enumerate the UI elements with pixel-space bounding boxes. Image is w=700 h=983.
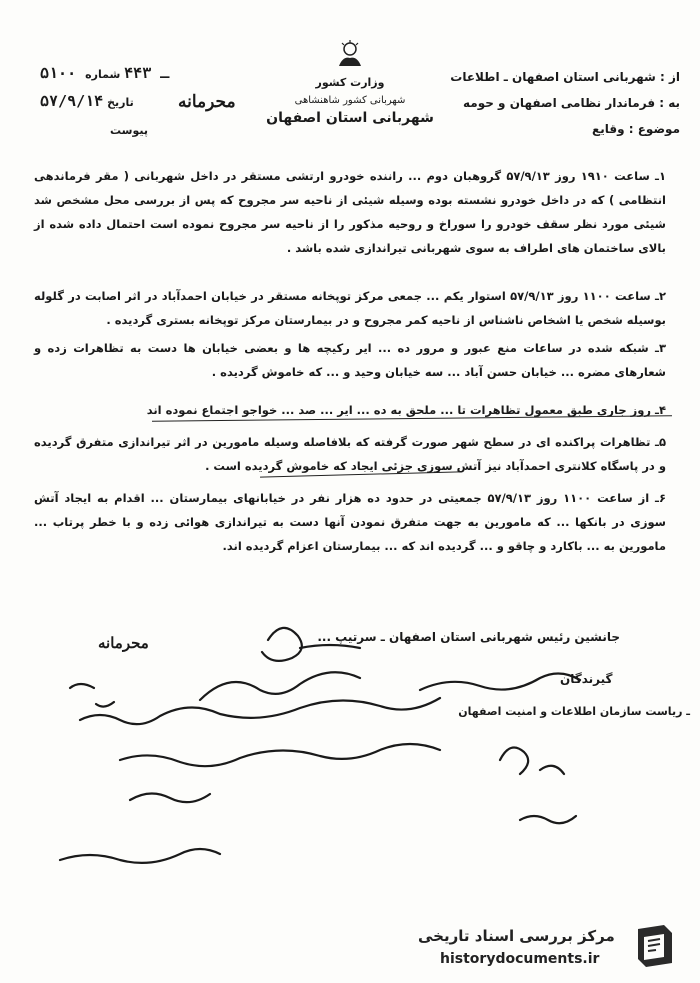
- province-police-name: شهربانی استان اصفهان: [266, 110, 434, 126]
- classification-stamp: محرمانه: [178, 92, 236, 112]
- police-name: شهربانی کشور شاهنشاهی: [294, 95, 406, 106]
- hand-note-line: [60, 849, 220, 863]
- hand-note-line: [120, 744, 440, 766]
- signature-line: جانشین رئیس شهربانی استان اصفهان ـ سرتیپ ...: [317, 630, 620, 644]
- paragraph-5: ۵ـ تظاهرات پراکنده ای در سطح شهر صورت گرفته که بلافاصله وسیله مامورین در اثر تیراندازی متفرق گردیده و در پاسگاه کلانتری احمدآباد نیز آتش سوزی جزئی ایجاد که خاموش گردیده است .: [34, 435, 666, 473]
- footer-watermark: [380, 915, 680, 975]
- letter-number-label: شماره: [85, 68, 121, 81]
- attachment-label: پیوست: [110, 124, 148, 137]
- paragraph-2: ۲ـ ساعت ۱۱۰۰ روز ۵۷/۹/۱۳ استوار یکم ... جمعی مرکز توپخانه مستقر در خیابان احمدآباد در اثر اصابت در گلوله بوسیله شخص یا اشخاص ناشناس از ناحیه کمر مجروح و در بیمارستان مرکز توپخانه بستری گردیده .: [34, 289, 666, 327]
- header-subject: موضوع : وقایع: [592, 122, 680, 136]
- ministry-name: وزارت کشور: [315, 76, 385, 89]
- hand-note-line: [420, 673, 580, 690]
- hand-note-line: [200, 672, 360, 700]
- paragraph-1: ۱ـ ساعت ۱۹۱۰ روز ۵۷/۹/۱۳ گروهبان دوم ... راننده خودرو ارتشی مستقر در داخل شهربانی ( مقر فرماندهی انتظامی ) که در داخل خودرو نشسته بوده وسیله شیئی از ناحیه سر مجروح که پس از بررسی محل مشخص شد شیئی مورد نظر سقف خودرو را سوراخ و روحیه مذکور را از ناحیه سر مجروح نموده است احتمال داده شده از بالای ساختمان های اطراف به سوی شهربانی تیراندازی شده باشد .: [34, 169, 666, 255]
- classification-stamp-bottom: محرمانه: [98, 634, 149, 652]
- paragraph-4: ۴ـ روز جاری طبق معمول تظاهرات تا ... ملحق به ده ... ایر ... صد ... خواجو اجتماع نموده اند: [146, 403, 666, 417]
- signature-scribble: [262, 628, 360, 661]
- archive-logo-icon: [634, 923, 676, 969]
- paragraph-6: ۶ـ از ساعت ۱۱۰۰ روز ۵۷/۹/۱۳ جمعیتی در حدود ده هزار نفر در خیابانهای بیمارستان ... اقدام به ایجاد آتش سوزی در بانکها ... که مامورین به جهت متفرق نمودن آنها دست به تیراندازی هوائی زده و با خطر پرتاب ... مامورین به ... باکارد و چاقو و ... گردیده اند که ... بیمارستان اعزام گردیده اند.: [34, 491, 666, 553]
- footer-title: مرکز بررسی اسناد تاریخی: [418, 927, 615, 945]
- hand-note-line: [520, 816, 576, 823]
- hand-note-line: [70, 684, 114, 707]
- hand-note-line: [130, 793, 210, 802]
- hand-note-line: [500, 748, 564, 775]
- header-to: به : فرماندار نظامی اصفهان و حومه: [463, 96, 680, 110]
- letter-date-label: تاریخ: [107, 96, 134, 109]
- hand-note-line: [80, 698, 440, 724]
- paragraph-3: ۳ـ شبکه شده در ساعات منع عبور و مرور ده ... ایر رکیچه ها و بعضی خیابان ها دست به تظاهرات زده و شعارهای مضره ... خیابان حسن آباد ... سه خیابان وحید و ... که خاموش گردیده .: [34, 341, 666, 379]
- recipients-label: گیرندگان: [560, 672, 613, 686]
- footer-url: historydocuments.ir: [440, 951, 600, 967]
- letter-number-value: ۵۱۰۰ ـ ۴۴۳: [40, 64, 170, 82]
- recipient-item: ـ ریاست سازمان اطلاعات و امنیت اصفهان: [458, 705, 690, 718]
- letter-date-value: ۵۷/۹/۱۴: [40, 92, 104, 110]
- header-from: از : شهربانی استان اصفهان ـ اطلاعات: [450, 70, 680, 84]
